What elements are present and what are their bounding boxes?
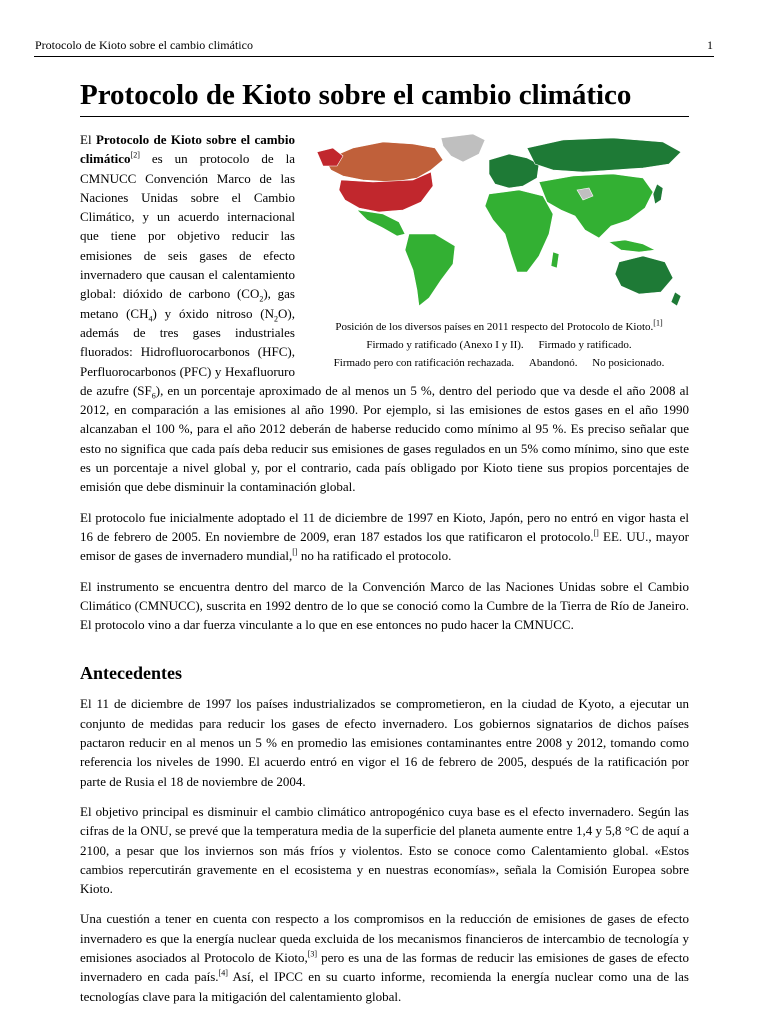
kyoto-map-figure <box>309 130 689 372</box>
intro-text-5: ), en un porcentaje aproximado de al menos un 5 %, dentro del periodo que va desde el año 2008 al 2012, en comparación a las emisiones al año 1990. Por ejemplo, si las emisiones de estos gases en el año 1990 alcanzaban el 100 %, para el año 2012 deberán de haberse reducido como mínimo al 95 %. Es preciso señalar que esto no significa que cada país deba reducir sus emisiones de gases regulados en un 5% como mínimo, sino que este es un porcentaje a nivel global y, por el contrario, cada país obligado por Kioto tiene sus propios porcentajes de emisión que debe disminuir la contaminación global. <box>80 382 689 495</box>
intro-paragraph-2 <box>80 508 689 566</box>
map-asia <box>539 174 653 238</box>
map-south-america <box>405 234 455 306</box>
map-madagascar <box>551 252 559 268</box>
intro-text-1: es un protocolo de la CMNUCC Convención Marco de las Naciones Unidas sobre el Cambio Climático, y un acuerdo internacional que tiene por objetivo reducir las emisiones de seis gases de efecto invernadero que causan el calentamiento global: dióxido de carbono (CO <box>80 151 295 302</box>
map-russia <box>527 138 681 172</box>
citation-empty-2[interactable]: [] <box>292 547 298 557</box>
ant-p3-text-2: pero es una de las formas de reducir las emisiones de gases de efecto invernadero en cada país. <box>80 949 689 985</box>
citation-2[interactable]: [2] <box>130 150 140 160</box>
page-number: 1 <box>707 38 713 52</box>
map-mexico <box>357 210 405 236</box>
legend-none: No posicionado. <box>592 357 665 369</box>
article-body <box>80 130 689 1006</box>
map-europe <box>489 154 539 188</box>
section-heading-antecedentes: Antecedentes <box>80 663 182 684</box>
figure-caption <box>309 318 689 372</box>
antecedentes-paragraph-1: El 11 de diciembre de 1997 los países industrializados se comprometieron, en la ciudad de Kyoto, a ejecutar un conjunto de medidas para reducir los gases de efecto invernadero. Los gobiernos signatarios de dichos países pactaron reducir en al menos un 5 % en promedio las emisiones contaminantes entre 2008 y 2012, tomando como referencia los niveles de 1990. El acuerdo entró en vigor el 16 de febrero de 2005, después de la ratificación por parte de Rusia el 18 de noviembre de 2004. <box>80 696 689 789</box>
legend-rejected: Firmado pero con ratificación rechazada. <box>333 357 515 369</box>
intro-paragraph-3: El instrumento se encuentra dentro del marco de la Convención Marco de las Naciones Unidas sobre el Cambio Climático (CMNUCC), suscrita en 1992 dentro de lo que se conoció como la Cumbre de la Tierra de Río de Janeiro. El protocolo vino a dar fuerza vinculante a lo que en ese entonces no pudo hacer la CMNUCC. <box>80 578 689 633</box>
map-australia <box>615 256 673 294</box>
intro-text-3: ) y óxido nitroso (N <box>152 305 275 321</box>
citation-3[interactable]: [3] <box>307 949 318 959</box>
caption-main: Posición de los diversos países en 2011 respecto del Protocolo de Kioto. <box>335 321 654 333</box>
map-japan <box>653 184 663 204</box>
article <box>80 76 689 1017</box>
citation-empty-1[interactable]: [] <box>593 528 599 538</box>
p2-text-3: no ha ratificado el protocolo. <box>297 548 452 564</box>
map-indonesia <box>609 240 655 252</box>
p2-text-1: El protocolo fue inicialmente adoptado el 11 de diciembre de 1997 en Kioto, Japón, pero no entró en vigor hasta el 16 de febrero de 2005. En noviembre de 2009, eran 187 estados los que ratificaron el protocolo. <box>80 509 689 544</box>
ant-p3-text-1: Una cuestión a tener en cuenta con respecto a los compromisos en la reducción de emisiones de gases de efecto invernadero es que la energía nuclear queda excluida de los mecanismos financieros de intercambio de tecnología y emisiones asociados al Protocolo de Kioto, <box>80 911 689 965</box>
header-rule <box>34 56 714 57</box>
caption-cite[interactable]: [1] <box>653 318 663 328</box>
subscript-ch4: 4 <box>148 314 153 324</box>
map-new-zealand <box>671 292 681 306</box>
intro-lead-text: El <box>80 132 96 147</box>
legend-abandoned: Abandonó. <box>528 357 578 369</box>
map-africa <box>485 190 553 272</box>
antecedentes-paragraph-3 <box>80 909 689 1005</box>
map-greenland <box>441 134 485 162</box>
ant-p3-text-3: Así, el IPCC en su cuarto informe, recomienda la energía nuclear como una de las tecnologías clave para la mitigación del calentamiento global. <box>80 969 689 1004</box>
p2-text-2: EE. UU., mayor emisor de gases de invernadero mundial, <box>80 528 689 564</box>
subscript-sf6: 6 <box>151 391 156 401</box>
running-title: Protocolo de Kioto sobre el cambio climático <box>35 38 253 52</box>
article-title: Protocolo de Kioto sobre el cambio climático <box>80 76 689 117</box>
intro-text-4: O), además de tres gases industriales fluorados: Hidrofluorocarbonos (HFC), Perfluorocarbonos (PFC) y Hexafluoruro de azufre (SF <box>80 305 295 398</box>
world-map-image <box>313 130 685 312</box>
intro-lead-bold: Protocolo de Kioto sobre el cambio climático <box>80 132 295 167</box>
intro-text-2: ), gas metano (CH <box>80 286 295 321</box>
legend-ratified: Firmado y ratificado. <box>538 339 632 351</box>
legend-annex: Firmado y ratificado (Anexo I y II). <box>366 339 524 351</box>
citation-4[interactable]: [4] <box>218 968 228 978</box>
subscript-n2o: 2 <box>274 314 279 324</box>
subscript-co2: 2 <box>259 294 264 304</box>
antecedentes-paragraph-2: El objetivo principal es disminuir el cambio climático antropogénico cuya base es el efecto invernadero. Según las cifras de la ONU, se prevé que la temperatura media de la superficie del planeta aumente entre 1,4 y 5,8 °C de aquí a 2100, a pesar que los inviernos son más fríos y violentos. Esto se conoce como Calentamiento global. «Estos cambios repercutirán gravemente en el ecosistema y en nuestras economías», señala la Comisión Europea sobre Kioto. <box>80 803 689 897</box>
